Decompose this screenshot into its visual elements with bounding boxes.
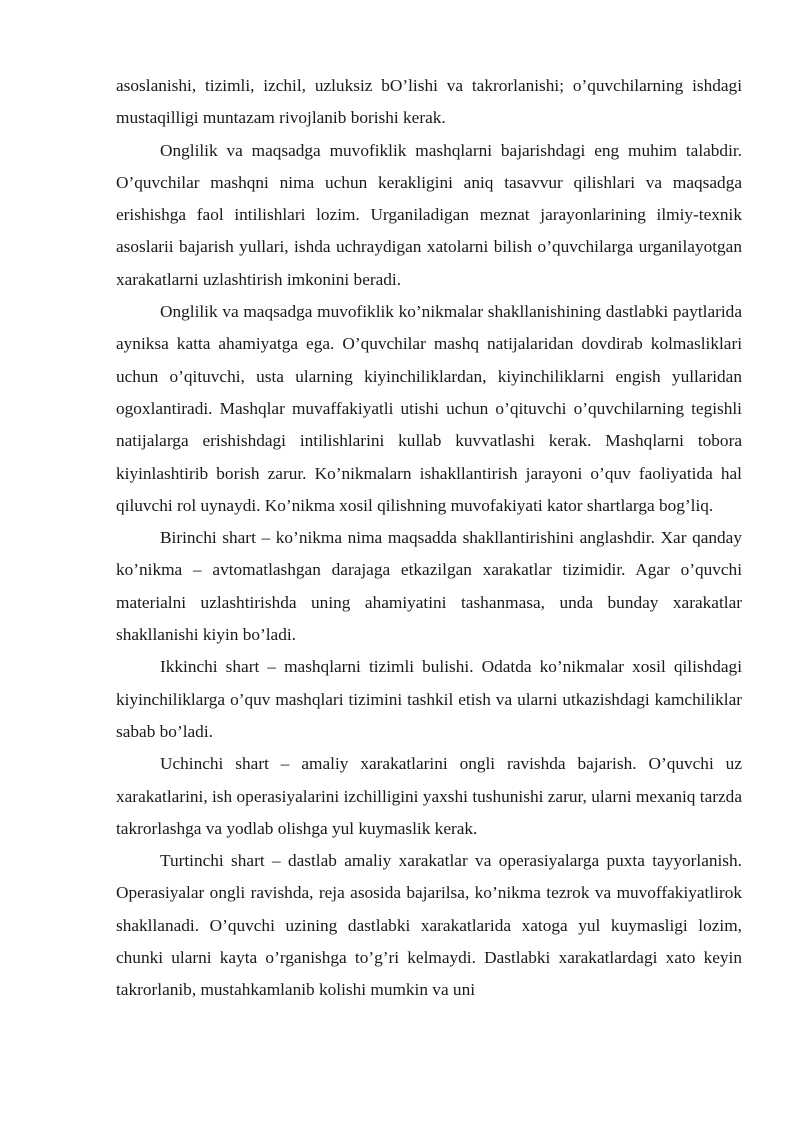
paragraph-continuation: asoslanishi, tizimli, izchil, uzluksiz bO’lishi va takrorlanishi; o’quvchilarning ishdagi mustaqilligi muntazam rivojlanib borishi kerak. xyxy=(116,76,742,128)
paragraph-first-condition: Birinchi shart – ko’nikma nima maqsadda shakllantirishini anglashdir. Xar qanday ko’nikma – avtomatlashgan darajaga etkazilgan xarakatlar tizimidir. Agar o’quvchi materialni uzlashtirishda uning ahamiyatini tashanmasa, unda bunday xarakatlar shakllanishi kiyin bo’ladi. xyxy=(116,528,742,645)
document-page xyxy=(116,70,742,1007)
paragraph-third-condition: Uchinchi shart – amaliy xarakatlarini ongli ravishda bajarish. O’quvchi uz xarakatlarini, ish operasiyalarini izchilligini yaxshi tushunishi zarur, ularni mexaniq tarzda takrorlashga va yodlab olishga yul kuymaslik kerak. xyxy=(116,754,742,838)
paragraph-second-condition: Ikkinchi shart – mashqlarni tizimli bulishi. Odatda ko’nikmalar xosil qilishdagi kiyinchiliklarga o’quv mashqlari tizimini tashkil etish va ularni utkazishdagi kamchiliklar sabab bo’ladi. xyxy=(116,657,742,741)
paragraph-fourth-condition: Turtinchi shart – dastlab amaliy xarakatlar va operasiyalarga puxta tayyorlanish. Operasiyalar ongli ravishda, reja asosida bajarilsa, ko’nikma tezrok va muvoffakiyatlirok shakllanadi. O’quvchi uzining dastlabki xarakatlarida xatoga yul kuymasligi lozim, chunki ularni kayta o’rganishga to’g’ri kelmaydi. Dastlabki xarakatlardagi xato keyin takrorlanib, mustahkamlanib kolishi mumkin va uni xyxy=(116,851,742,1000)
paragraph-awareness-requirement: Onglilik va maqsadga muvofiklik mashqlarni bajarishdagi eng muhim talabdir. O’quvchilar mashqni nima uchun kerakligini aniq tasavvur qilishlari va maqsadga erishishga faol intilishlari lozim. Urganiladigan meznat jarayonlarining ilmiy-texnik asoslarii bajarish yullari, ishda uchraydigan xatolarni bilish o’quvchilarga urganilayotgan xarakatlarni uzlashtirish imkonini beradi. xyxy=(116,140,742,289)
paragraph-skill-formation: Onglilik va maqsadga muvofiklik ko’nikmalar shakllanishining dastlabki paytlarida ayniksa katta ahamiyatga ega. O’quvchilar mashq natijalaridan dovdirab kolmasliklari uchun o’qituvchi, usta ularning kiyinchiliklardan, kiyinchiliklarni engish yullaridan ogoxlantiradi. Mashqlar muvaffakiyatli utishi uchun o’qituvchi o’quvchilarning tegishli natijalarga erishishdagi intilishlarini kullab kuvvatlashi kerak. Mashqlarni tobora kiyinlashtirib borish zarur. Ko’nikmalarn ishakllantirish jarayoni o’quv faoliyatida hal qiluvchi rol uynaydi. Ko’nikma xosil qilishning muvofakiyati kator shartlarga bog’liq. xyxy=(116,302,742,515)
